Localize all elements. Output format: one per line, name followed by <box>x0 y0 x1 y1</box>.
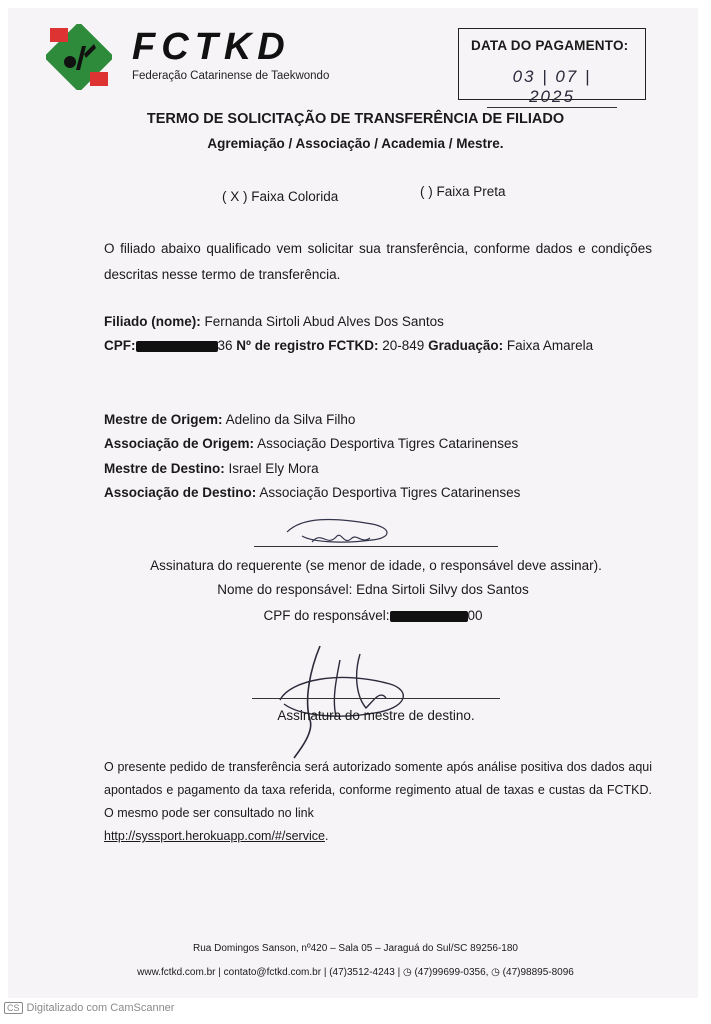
payment-date-box <box>458 28 646 106</box>
assoc-origem-label: Associação de Origem: <box>104 436 255 451</box>
mestre-signature-line <box>252 698 500 699</box>
payment-date-label: DATA DO PAGAMENTO: <box>471 38 629 53</box>
faixa-colorida-option: ( X ) Faixa Colorida <box>222 189 339 204</box>
responsavel-cpf-label: CPF do responsável: <box>263 608 390 623</box>
requerente-signature-line <box>254 546 498 547</box>
document-title: TERMO DE SOLICITAÇÃO DE TRANSFERÊNCIA DE FILIADO <box>146 111 565 127</box>
filiado-nome: Fernanda Sirtoli Abud Alves Dos Santos <box>204 314 444 329</box>
responsavel-cpf-suffix: 00 <box>467 608 483 623</box>
cpf-redaction <box>136 341 218 352</box>
filiado-nome-row <box>104 314 444 329</box>
footer-text: O presente pedido de transferência será autorizado somente após análise positiva dos dados aqui apontados e pagamento da taxa referida, conforme regimento atual de taxas e custas da FCTKD. O mesmo pode ser consultado no link <box>104 760 652 820</box>
assoc-destino-row <box>104 485 520 500</box>
responsavel-label: Nome do responsável: <box>217 582 353 597</box>
mestre-destino-label: Mestre de Destino: <box>104 461 225 476</box>
mestre-origem-label: Mestre de Origem: <box>104 412 223 427</box>
responsavel-nome: Edna Sirtoli Silvy dos Santos <box>356 582 529 597</box>
graduacao-value: Faixa Amarela <box>506 338 594 353</box>
camscanner-text: Digitalizado com CamScanner <box>26 1002 175 1014</box>
mestre-destino-row <box>104 461 319 476</box>
footer-paragraph: O presente pedido de transferência será autorizado somente após análise positiva dos dados aqui apontados e pagamento da taxa referida, conforme regimento atual de taxas e custas da FCTKD. O mesmo pode ser consultado no link http://syssport.herokuapp.com/#/service. <box>104 760 652 843</box>
responsavel-cpf-redaction <box>390 611 468 622</box>
mestre-origem: Adelino da Silva Filho <box>225 412 356 427</box>
registro-label: Nº de registro FCTKD: <box>236 338 379 353</box>
address: Rua Domingos Sanson, nº420 – Sala 05 – Jaraguá do Sul/SC 89256-180 <box>193 943 518 954</box>
assoc-destino-label: Associação de Destino: <box>104 485 257 500</box>
contact-info: www.fctkd.com.br | contato@fctkd.com.br | (47)3512-4243 | ◷ (47)99699-0356, ◷ (47)98895-8096 <box>137 967 574 978</box>
registro-value: 20-849 <box>382 338 425 353</box>
camscanner-watermark <box>4 1002 174 1014</box>
mestre-caption: Assinatura do mestre de destino. <box>277 708 475 723</box>
assoc-origem: Associação Desportiva Tigres Catarinenses <box>257 436 519 451</box>
document-sheet <box>8 8 698 998</box>
intro-paragraph: O filiado abaixo qualificado vem solicitar sua transferência, conforme dados e condições descritas nesse termo de transferência. <box>104 241 652 282</box>
filiado-nome-label: Filiado (nome): <box>104 314 201 329</box>
graduacao-label: Graduação: <box>428 338 504 353</box>
payment-date-value: 03 | 07 | 2025 <box>487 67 617 108</box>
assoc-origem-row <box>104 436 518 451</box>
filiado-cpf-row <box>104 338 593 353</box>
cpf-label: CPF: <box>104 338 136 353</box>
mestre-destino: Israel Ely Mora <box>228 461 319 476</box>
assoc-destino: Associação Desportiva Tigres Catarinenses <box>259 485 521 500</box>
cpf-suffix: 36 <box>217 338 233 353</box>
requerente-caption: Assinatura do requerente (se menor de idade, o responsável deve assinar). <box>150 558 602 573</box>
document-subtitle: Agremiação / Associação / Academia / Mestre. <box>207 136 504 151</box>
service-link[interactable]: http://syssport.herokuapp.com/#/service <box>104 829 325 843</box>
camscanner-badge: CS <box>4 1002 23 1014</box>
responsavel-cpf-row <box>0 608 711 623</box>
federation-name: Federação Catarinense de Taekwondo <box>132 70 330 82</box>
responsavel-row <box>0 582 711 597</box>
mestre-origem-row <box>104 412 355 427</box>
faixa-preta-option: ( ) Faixa Preta <box>420 184 506 199</box>
brand-name: FCTKD <box>132 26 291 68</box>
mestre-signature-icon <box>270 640 420 760</box>
fctkd-logo-icon <box>46 24 112 90</box>
